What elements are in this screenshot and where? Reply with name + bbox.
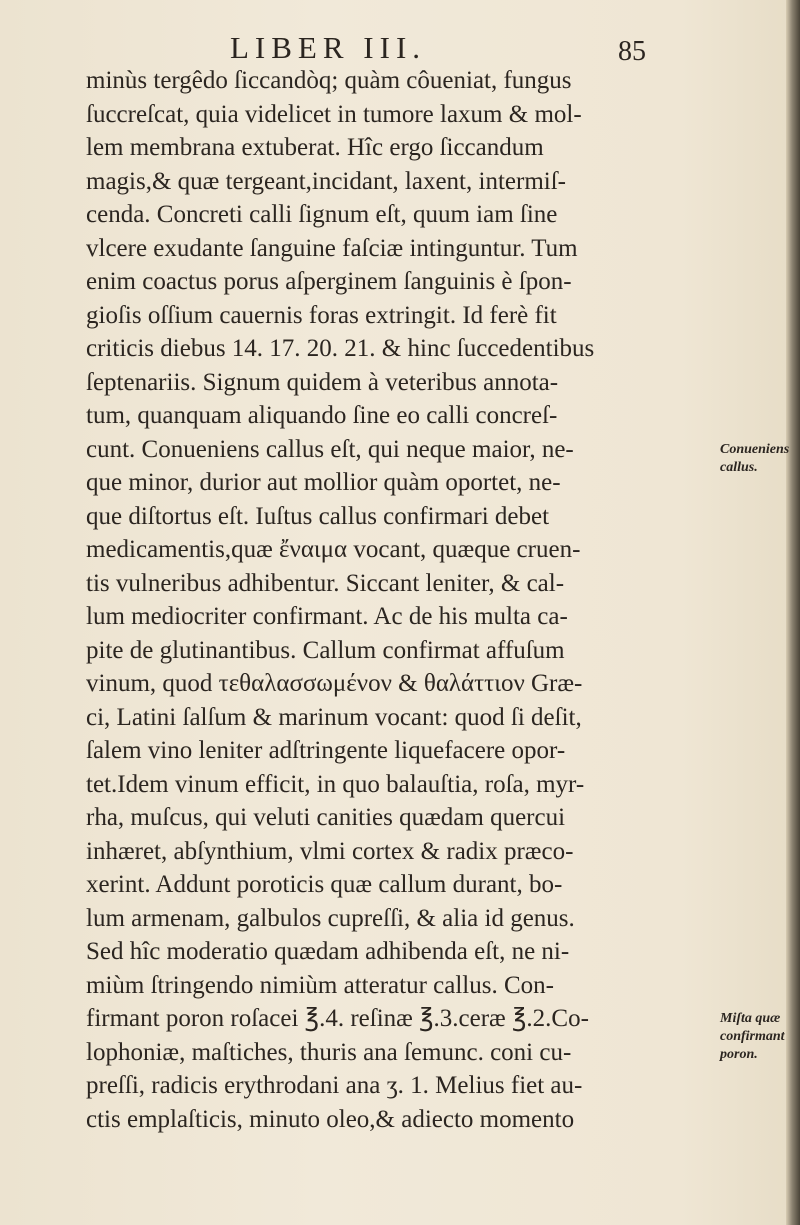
running-title: LIBER III. (230, 30, 427, 65)
text-line: preſſi, radicis erythrodani ana ʒ. 1. Melius fiet au- (86, 1072, 583, 1099)
marginal-note (720, 1010, 785, 1064)
text-line: vinum, quod τεθαλασσωμένον & θαλάττιον Græ- (86, 670, 583, 697)
page-edge (786, 0, 800, 1225)
marginal-note-line: confirmant (720, 1029, 785, 1044)
text-line: criticis diebus 14. 17. 20. 21. & hinc ſuccedentibus (86, 335, 595, 362)
text-line: cenda. Concreti calli ſignum eſt, quum iam ſine (86, 201, 558, 228)
text-line: ſalem vino leniter adſtringente liquefacere opor- (86, 737, 566, 764)
text-line: magis,& quæ tergeant,incidant, laxent, intermiſ- (86, 167, 566, 195)
text-line: lum mediocriter confirmant. Ac de his multa ca- (86, 603, 568, 630)
text-line: gioſis oſſium cauernis foras extringit. Id ferè fit (86, 301, 557, 329)
text-line: que diſtortus eſt. Iuſtus callus confirmari debet (86, 502, 550, 530)
text-line: ci, Latini ſalſum & marinum vocant: quod ſi deſit, (86, 703, 582, 731)
text-line: miùm ſtringendo nimiùm atteratur callus. Con- (86, 971, 554, 999)
text-line: firmant poron roſacei ℥.4. reſinæ ℥.3.ceræ ℥.2.Co- (86, 1005, 589, 1032)
page-number: 85 (618, 36, 646, 67)
text-line: pite de glutinantibus. Callum confirmat affuſum (86, 636, 565, 664)
marginal-note-line: poron. (720, 1047, 758, 1062)
text-line: cunt. Conueniens callus eſt, qui neque maior, ne- (86, 435, 574, 463)
text-line: enim coactus porus aſperginem ſanguinis è ſpon- (86, 268, 572, 295)
text-line: lophoniæ, maſtiches, thuris ana ſemunc. coni cu- (86, 1038, 572, 1066)
text-line: vlcere exudante ſanguine faſciæ intinguntur. Tum (86, 234, 578, 262)
text-line: ſeptenariis. Signum quidem à veteribus annota- (86, 368, 559, 396)
text-line: lem membrana extuberat. Hîc ergo ſiccandum (86, 134, 544, 161)
text-line: que minor, durior aut mollior quàm oportet, ne- (86, 469, 561, 496)
text-line: xerint. Addunt poroticis quæ callum durant, bo- (86, 871, 563, 898)
text-line: medicamentis,quæ ἔναιμα vocant, quæque cruen- (86, 536, 581, 563)
marginal-note (720, 441, 789, 477)
text-line: inhæret, abſynthium, vlmi cortex & radix præco- (86, 837, 574, 865)
text-line: lum armenam, galbulos cupreſſi, & alia id genus. (86, 904, 575, 932)
text-line: Sed hîc moderatio quædam adhibenda eſt, ne ni- (86, 938, 570, 965)
text-line: tum, quanquam aliquando ſine eo calli concreſ- (86, 402, 558, 429)
text-line: tis vulneribus adhibentur. Siccant leniter, & cal- (86, 569, 565, 597)
marginal-note-line: Miſta quæ (720, 1011, 781, 1026)
text-line: ctis emplaſticis, minuto oleo,& adiecto momento (86, 1105, 575, 1133)
marginal-note-line: callus. (720, 459, 758, 475)
body-text (86, 64, 716, 1136)
text-line: tet.Idem vinum efficit, in quo balauſtia, roſa, myr- (86, 770, 585, 798)
marginal-note-line: Conueniens (720, 441, 790, 457)
text-line: minùs tergêdo ſiccandòq; quàm côueniat, fungus (86, 67, 572, 94)
text-line: ſuccreſcat, quia videlicet in tumore laxum & mol- (86, 100, 582, 128)
text-line: rha, muſcus, qui veluti canities quædam quercui (86, 804, 566, 831)
